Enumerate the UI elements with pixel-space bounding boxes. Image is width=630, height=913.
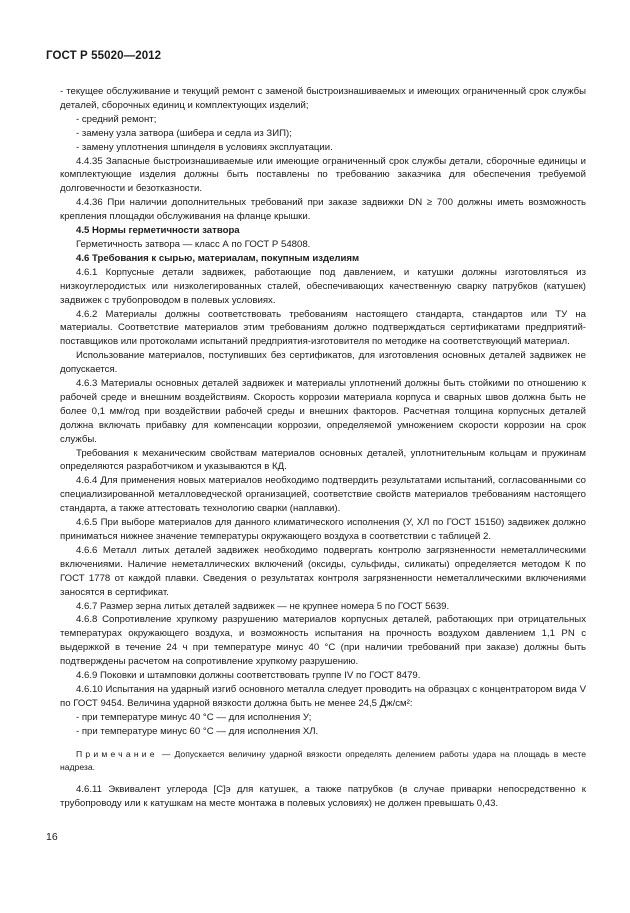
paragraph: Требования к механическим свойствам материалов основных деталей, уплотнительным кольцам и пружинам определяются разработчиком и указываются в КД. (60, 447, 586, 473)
paragraph: 4.6.7 Размер зерна литых деталей задвижек — не крупнее номера 5 по ГОСТ 5639. (76, 600, 450, 612)
paragraph: 4.6.9 Поковки и штамповки должны соответствовать группе IV по ГОСТ 8479. (76, 670, 421, 682)
paragraph: Использование материалов, поступивших без сертификатов, для изготовления основных деталей задвижек не допускается. (60, 350, 586, 376)
list-item: - замену уплотнения шпинделя в условиях эксплуатации. (76, 141, 333, 153)
paragraph: 4.6.2 Материалы должны соответствовать требованиям настоящего стандарта, стандартов или ТУ на материалы. Соответствие материалов этим требованиям должно подтверждаться сертификатами предприятий-поставщиков или протоколами испытаний предприятия-изготовителя по методике на соответствующий материал. (60, 308, 586, 348)
note (60, 748, 586, 775)
paragraph: 4.6.6 Металл литых деталей задвижек необходимо подвергать контролю загрязненности неметаллическими включениями. Наличие неметаллических включений (оксиды, сульфиды, силикаты) определяется методом К по ГОСТ 1778 от каждой плавки. Сведения о результатах контроля загрязненности неметаллическими включениями заносятся в сертификат. (60, 544, 586, 598)
page-number: 16 (46, 831, 58, 843)
list-item: - при температуре минус 60 °С — для исполнения ХЛ. (76, 725, 319, 737)
section-heading: 4.5 Нормы герметичности затвора (76, 225, 240, 237)
list-item: - средний ремонт; (76, 113, 157, 125)
paragraph: 4.4.36 При наличии дополнительных требований при заказе задвижки DN ≥ 700 должны иметь возможность крепления площадки обслуживания на фланце крышки. (60, 197, 586, 223)
note-text: — Допускается величину ударной вязкости определять делением работы удара на площадь в месте надреза. (60, 748, 586, 772)
paragraph: 4.6.5 При выборе материалов для данного климатического исполнения (У, ХЛ по ГОСТ 15150) задвижек должно приниматься нижнее значение температуры окружающего воздуха в соответствии с таблицей 2. (60, 517, 586, 542)
paragraph: 4.6.4 Для применения новых материалов необходимо подтвердить результатами испытаний, согласованными со специализированной металловедческой организацией, соответствие свойств материалов требованиям настоящего стандарта, а также аттестовать технологию сварки (наплавки). (60, 475, 586, 515)
paragraph: Герметичность затвора — класс А по ГОСТ Р 54808. (76, 238, 311, 250)
paragraph: - текущее обслуживание и текущий ремонт с заменой быстроизнашиваемых и имеющих ограниченный срок службы деталей, сборочных единиц и комплектующих изделий; (60, 86, 586, 111)
paragraph: 4.6.8 Сопротивление хрупкому разрушению материалов корпусных деталей, работающих при отрицательных температурах окружающего воздуха, и возможность испытания на прочность воздухом давлением 1,1 PN с выдержкой в течение 24 ч при температуре минус 40 °С (при наличии требований при заказе) должны быть подтверждены расчетом на сопротивление хрупкому разрушению. (60, 614, 586, 668)
paragraph: 4.6.11 Эквивалент углерода [С]э для катушек, а также патрубков (в случае приварки непосредственно к трубопроводу или к катушкам на месте монтажа в полевых условиях) не должен превышать 0,43. (60, 784, 586, 810)
page-header: ГОСТ Р 55020—2012 (46, 50, 162, 62)
list-item: - замену узла затвора (шибера и седла из ЗИП); (76, 127, 292, 139)
list-item: - при температуре минус 40 °С — для исполнения У; (76, 711, 312, 723)
paragraph: 4.6.3 Материалы основных деталей задвижек и материалы уплотнений должны быть стойкими по отношению к рабочей среде и внешним воздействиям. Скорость коррозии материала корпуса и сварных швов должна быть не более 0,1 мм/год при воздействии рабочей среды и внешних факторов. Расчетная толщина корпусных деталей должна включать прибавку для компенсации коррозии, определяемой умножением скорости коррозии на срок службы. (60, 378, 586, 445)
paragraph: 4.4.35 Запасные быстроизнашиваемые или имеющие ограниченный срок службы детали, сборочные единицы и комплектующие изделия должны быть поставлены по требованию заказчика для обеспечения требуемой долговечности и безотказности. (60, 155, 586, 195)
section-heading: 4.6 Требования к сырью, материалам, покупным изделиям (76, 252, 360, 264)
note-label: Примечание (76, 748, 158, 759)
paragraph: 4.6.1 Корпусные детали задвижек, работающие под давлением, и катушки должны изготовляться из низкоуглеродистых или низколегированных сталей, обеспечивающих качественную сварку патрубков (катушек) задвижек с трубопроводом в полевых условиях. (60, 266, 586, 306)
paragraph: 4.6.10 Испытания на ударный изгиб основного металла следует проводить на образцах с концентратором вида V по ГОСТ 9454. Величина ударной вязкости должна быть не менее 24,5 Дж/см²: (60, 683, 586, 709)
document-body (60, 85, 586, 811)
